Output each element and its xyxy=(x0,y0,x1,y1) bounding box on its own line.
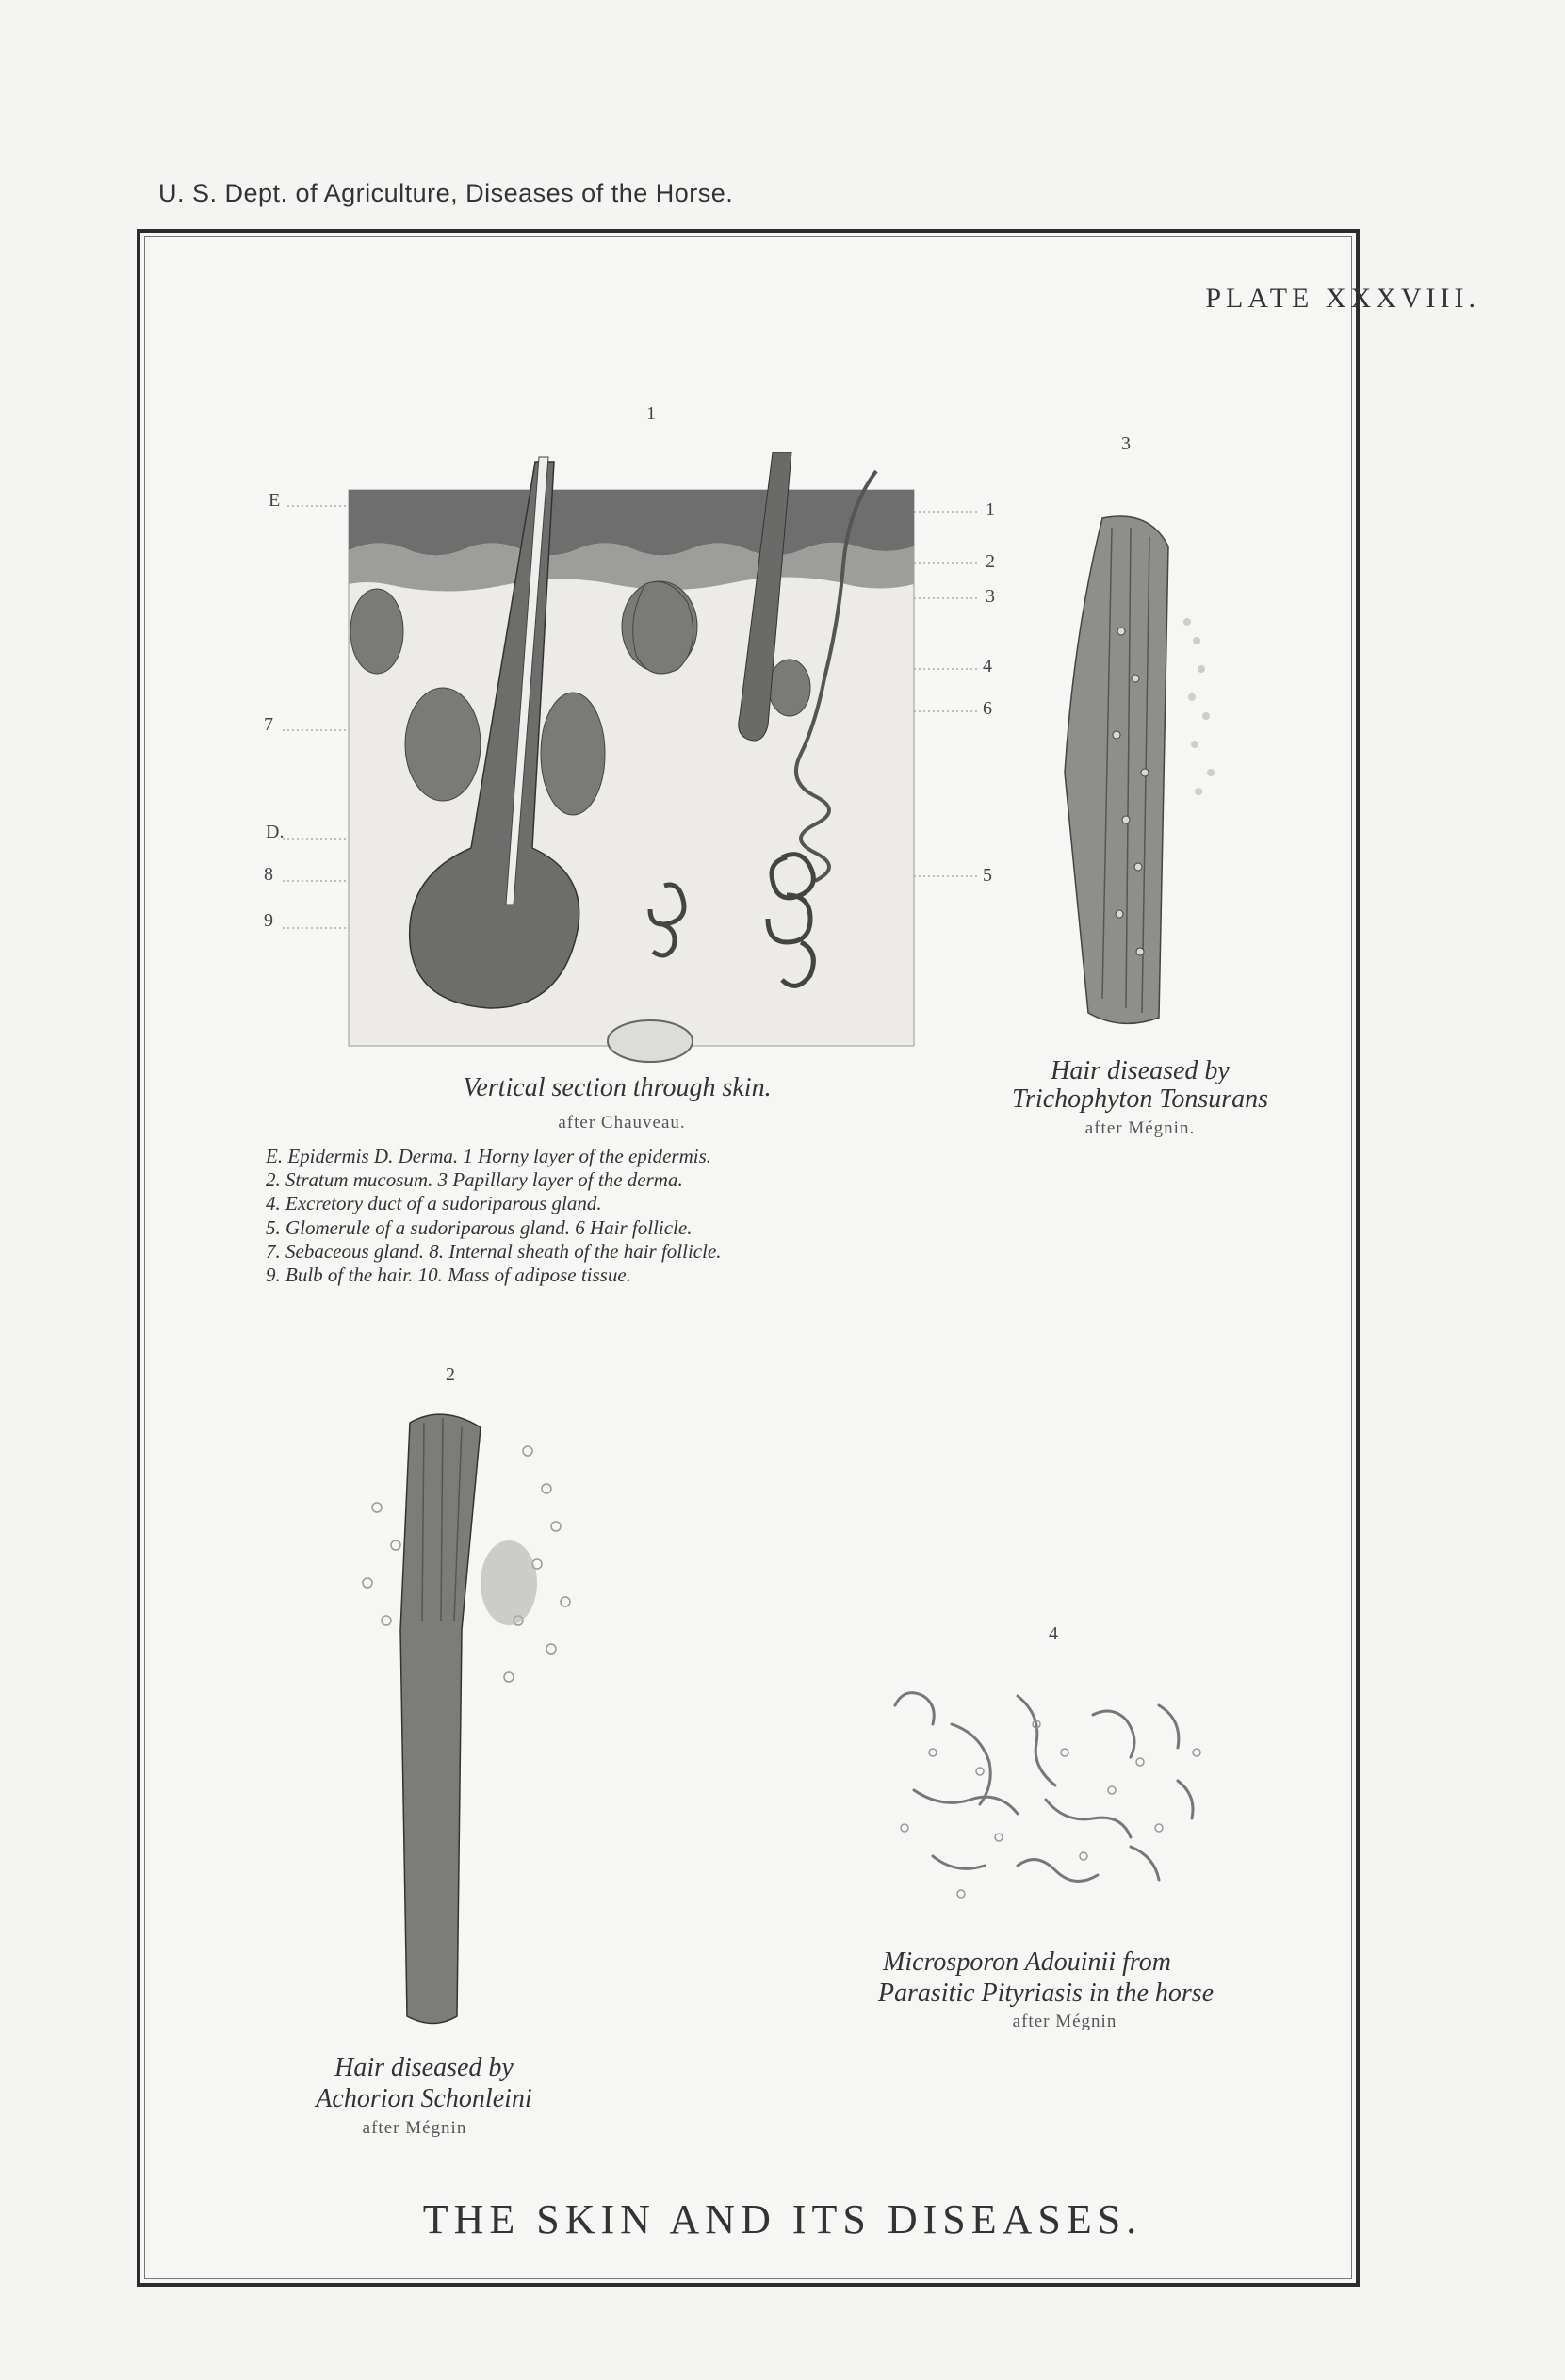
label-9: 9 xyxy=(264,910,273,931)
figure4-caption-line2: Parasitic Pityriasis in the horse xyxy=(877,1979,1215,2008)
figure2-number: 2 xyxy=(446,1364,455,1385)
key-line: 2. Stratum mucosum. 3 Papillary layer of the derma. xyxy=(266,1168,683,1192)
label-5: 5 xyxy=(983,865,992,886)
plate-title: PLATE XXXVIII. xyxy=(1205,283,1480,314)
figure3-credit: after Mégnin. xyxy=(1084,1118,1196,1138)
figure3-caption-line1: Hair diseased by xyxy=(1051,1056,1230,1085)
figure4-number: 4 xyxy=(1049,1623,1058,1644)
figure1-key xyxy=(266,1145,925,1287)
label-3: 3 xyxy=(986,586,995,607)
figure2-caption-line2: Achorion Schonleini xyxy=(316,2084,532,2113)
key-line: 7. Sebaceous gland. 8. Internal sheath of the hair follicle. xyxy=(266,1239,722,1263)
key-line: 9. Bulb of the hair. 10. Mass of adipose tissue. xyxy=(266,1263,631,1286)
label-e: E xyxy=(269,490,281,511)
label-d: D. xyxy=(266,822,285,842)
achorion-hair-illustration xyxy=(320,1394,631,2054)
plate-bottom-title: THE SKIN AND ITS DISEASES. xyxy=(422,2196,1143,2242)
skin-section-illustration xyxy=(273,452,1008,1093)
label-4: 4 xyxy=(983,656,992,677)
figure2-caption-line1: Hair diseased by xyxy=(334,2053,514,2082)
microsporon-illustration xyxy=(876,1668,1244,1922)
figure2-credit: after Mégnin xyxy=(362,2118,467,2138)
figure4-credit: after Mégnin xyxy=(1012,2012,1117,2031)
label-2: 2 xyxy=(986,551,995,572)
figure4-caption-line1: Microsporon Adouinii from xyxy=(883,1948,1171,1977)
figure1-number: 1 xyxy=(646,403,656,424)
page-header: U. S. Dept. of Agriculture, Diseases of the Horse. xyxy=(158,179,734,207)
label-1: 1 xyxy=(986,499,995,520)
figure3-number: 3 xyxy=(1121,433,1131,454)
figure3-caption-line2: Trichophyton Tonsurans xyxy=(1011,1084,1269,1114)
label-7: 7 xyxy=(264,714,273,735)
key-line: 4. Excretory duct of a sudoriparous gland. xyxy=(266,1192,602,1215)
figure1-credit: after Chauveau. xyxy=(558,1113,686,1133)
trichophyton-hair-illustration xyxy=(1036,490,1244,1036)
key-line: E. Epidermis D. Derma. 1 Horny layer of the epidermis. xyxy=(266,1145,712,1167)
label-6: 6 xyxy=(983,698,992,719)
key-line: 5. Glomerule of a sudoriparous gland. 6 Hair follicle. xyxy=(266,1215,693,1239)
figure1-caption: Vertical section through skin. xyxy=(463,1073,772,1102)
label-8: 8 xyxy=(264,864,273,885)
